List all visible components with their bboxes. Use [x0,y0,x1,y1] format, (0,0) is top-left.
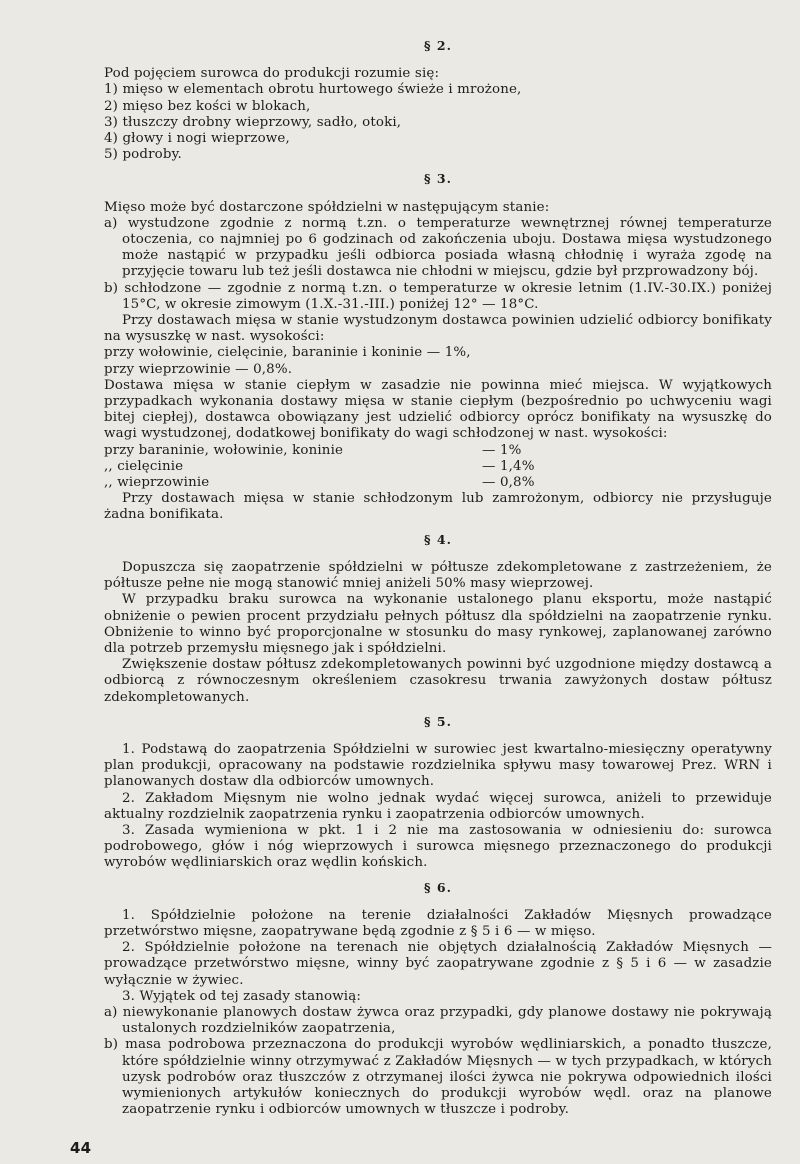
section-5-paragraph: 1. Podstawą do zaopatrzenia Spółdzielni w surowiec jest kwartalno-miesięczny operatywny plan produkcji, opracowany na podstawie rozdzielnika spływu masy towarowej Prez. WRN i planowanych dostaw dla odbiorców umownych. [104,741,772,790]
section-6-point-a: a) niewykonanie planowych dostaw żywca oraz przypadki, gdy planowe dostawy nie pokrywają ustalonych rozdzielników zaopatrzenia, [104,1004,772,1037]
section-3-point-a: a) wystudzone zgodnie z normą t.zn. o temperaturze wewnętrznej równej temperaturze otoczenia, co najmniej po 6 godzinach od zakończenia uboju. Dostawa mięsa wystudzonego może nastąpić w przypadku jeśli odbiorca posiada własną chłodnię i wyraża zgodę na przyjęcie towaru lub też jeśli dostawca nie chłodni w miejscu, gdzie był przprowadzony bój. [104,215,772,280]
section-6-paragraph: 3. Wyjątek od tej zasady stanowią: [122,988,362,1004]
raw-material-list [104,82,772,163]
section-4-paragraph: W przypadku braku surowca na wykonanie ustalonego planu eksportu, może nastąpić obniżenie o pewien procent przydziału pełnych półtusz dla spółdzielni na zaopatrzenie rynku. Obniżenie to winno być proporcjonalne w stosunku do masy rynkowej, zaplanowanej zarówno dla potrzeb przemysłu mięsnego jak i spółdzielni. [104,592,772,656]
page-number: 44 [70,1139,92,1157]
list-item: 2) mięso bez kości w blokach, [104,98,311,114]
list-item: 4) głowy i nogi wieprzowe, [104,131,290,147]
section-3-line: przy wieprzowinie — 0,8%. [104,361,293,377]
bonus-value: — 0,8% [482,475,535,491]
section-5-heading: § 5. [424,713,452,729]
bonus-label: ,, wieprzowinie [104,475,210,491]
list-item: 5) podroby. [104,147,182,163]
section-2-intro: Pod pojęciem surowca do produkcji rozumie się: [104,66,440,82]
section-3-point-b: b) schłodzone — zgodnie z normą t.zn. o temperaturze w okresie letnim (1.IV.-30.IX.) poniżej 15°C, w okresie zimowym (1.X.-31.-III.) poniżej 12° — 18°C. [104,280,772,312]
bonus-row [104,475,772,491]
section-6-paragraph: 2. Spółdzielnie położone na terenach nie objętych działalnością Zakładów Mięsnych — prowadzące przetwórstwo mięsne, winny być zaopatrywane zgodnie z § 5 i 6 — w zasadzie wyłącznie w żywiec. [104,940,772,988]
section-3-intro: Mięso może być dostarczone spółdzielni w następującym stanie: [104,199,550,215]
section-5-paragraph: 2. Zakładom Mięsnym nie wolno jednak wydać więcej surowca, aniżeli to przewiduje aktualny rozdzielnik zaopatrzenia rynku i zaopatrzenia odbiorców umownych. [104,790,772,822]
section-3-paragraph: Przy dostawach mięsa w stanie schłodzonym lub zamrożonym, odbiorcy nie przysługuje żadna bonifikata. [104,491,772,523]
list-item: 3) tłuszczy drobny wieprzowy, sadło, otoki, [104,114,402,130]
bonus-value: — 1,4% [482,458,535,474]
section-4-paragraph: Dopuszcza się zaopatrzenie spółdzielni w półtusze zdekompletowane z zastrzeżeniem, że półtusze pełne nie mogą stanowić mniej aniżeli 50% masy wieprzowej. [104,559,772,592]
section-5-paragraph: 3. Zasada wymieniona w pkt. 1 i 2 nie ma zastosowania w odniesieniu do: surowca podrobowego, głów i nóg wieprzowych i surowca mięsnego przeznaczonego do produkcji wyrobów wędliniarskich oraz wędlin końskich. [104,822,772,871]
bonus-value: — 1% [482,442,522,458]
section-6-point-b: b) masa podrobowa przeznaczona do produkcji wyrobów wędliniarskich, a ponadto tłuszcze, które spółdzielnie winny otrzymywać z Zakładów Mięsnych — w tych przypadkach, w których uzysk podrobów oraz tłuszczów z otrzymanej ilości żywca nie pokrywa odpowiednich ilości wymienionych artykułów koniecznych do produkcji wyrobów wędl. oraz na planowe zaopatrzenie rynku i odbiorców umownych w tłuszcze i podroby. [104,1037,772,1118]
section-3-paragraph: Dostawa mięsa w stanie ciepłym w zasadzie nie powinna mieć miejsca. W wyjątkowych przypadkach wykonania dostawy mięsa w stanie ciepłym (bezpośrednio po uchwyceniu wagi bitej ciepłej), dostawca obowiązany jest udzielić odbiorcy oprócz bonifikaty na wysuszkę do wagi wystudzonej, dodatkowej bonifikaty do wagi schłodzonej w nast. wysokości: [104,377,772,442]
section-3-paragraph: Przy dostawach mięsa w stanie wystudzonym dostawca powinien udzielić odbiorcy bonifikaty na wysuszkę w nast. wysokości: [104,313,772,345]
bonus-label: przy baraninie, wołowinie, koninie [104,442,344,458]
section-3-heading: § 3. [424,171,452,187]
section-4-heading: § 4. [424,531,452,547]
bonus-row [104,459,772,475]
bonus-row [104,443,772,459]
list-item: 1) mięso w elementach obrotu hurtowego świeże i mrożone, [104,82,522,98]
section-6-heading: § 6. [424,879,452,895]
section-2-heading: § 2. [424,38,452,53]
section-6-paragraph: 1. Spółdzielnie położone na terenie działalności Zakładów Mięsnych prowadzące przetwórstwo mięsne, zaopatrywane będą zgodnie z § 5 i 6 — w mięso. [104,907,772,939]
section-4-paragraph: Zwiększenie dostaw półtusz zdekompletowanych powinni być uzgodnione między dostawcą a odbiorcą z równoczesnym określeniem czasokresu trwania zawyżonych dostaw półtusz zdekompletowanych. [104,657,772,705]
section-3-line: przy wołowinie, cielęcinie, baraninie i koninie — 1%, [104,345,471,361]
bonus-label: ,, cielęcinie [104,458,184,474]
